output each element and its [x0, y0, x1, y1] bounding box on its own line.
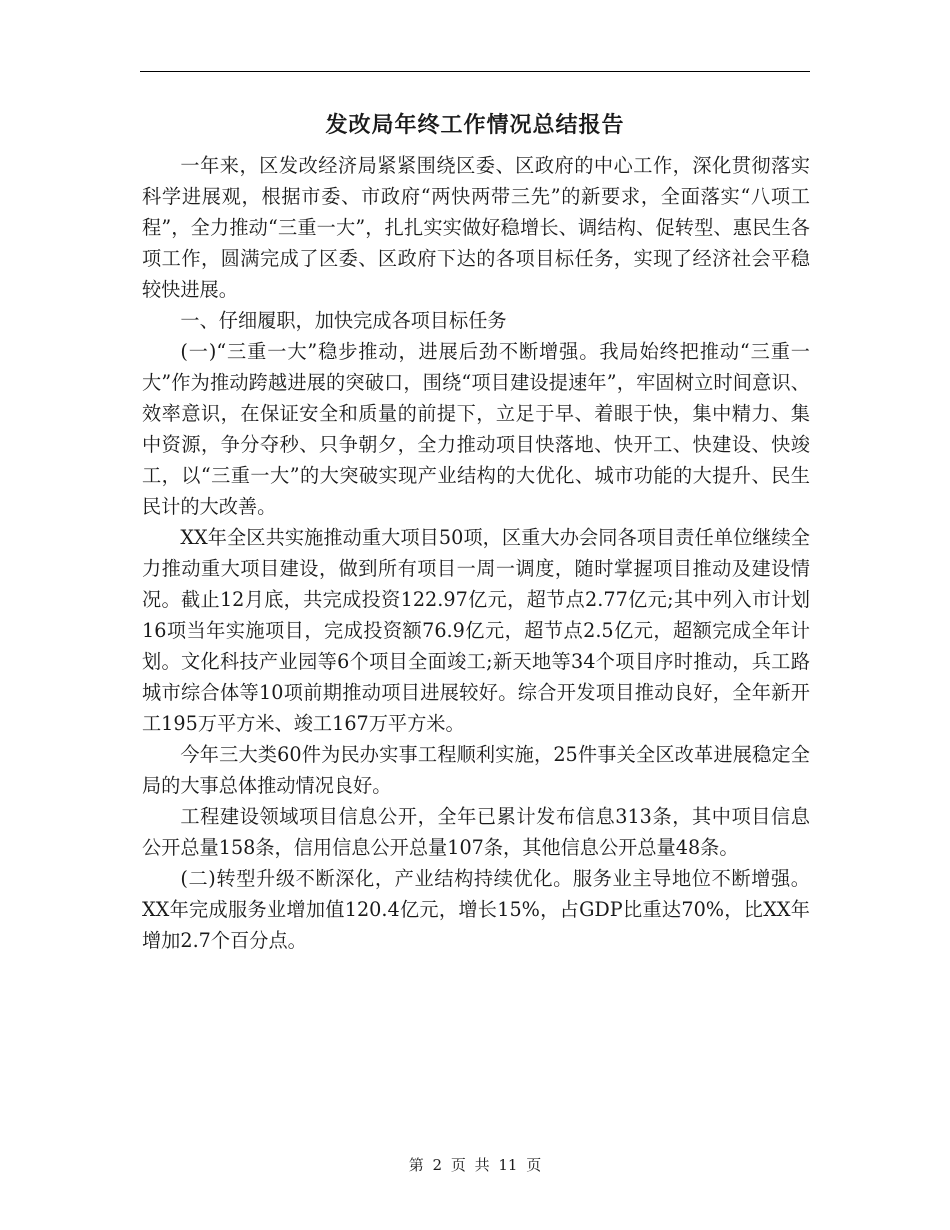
paragraph-public-projects: 今年三大类60件为民办实事工程顺利实施，25件事关全区改革进展稳定全局的大事总体推动情况良好。 — [142, 743, 810, 797]
paragraph-subsection-1: (一)“三重一大”稳步推动，进展后劲不断增强。我局始终把推动“三重一大”作为推动跨越进展的突破口，围绕“项目建设提速年”，牢固树立时间意识、效率意识，在保证安全和质量的前提下，立足于早、着眼于快，集中精力、集中资源，争分夺秒、只争朝夕，全力推动项目快落地、快开工、快建设、快竣工，以“三重一大”的大突破实现产业结构的大优化、城市功能的大提升、民生民计的大改善。 — [142, 340, 810, 518]
paragraph-intro: 一年来，区发改经济局紧紧围绕区委、区政府的中心工作，深化贯彻落实科学进展观，根据市委、市政府“两快两带三先”的新要求，全面落实“八项工程”，全力推动“三重一大”，扎扎实实做好稳增长、调结构、促转型、惠民生各项工作，圆满完成了区委、区政府下达的各项目标任务，实现了经济社会平稳较快进展。 — [142, 154, 810, 301]
document-title: 发改局年终工作情况总结报告 — [325, 113, 625, 138]
section-heading-1: 一、仔细履职，加快完成各项目标任务 — [180, 309, 507, 332]
paragraph-info-disclosure: 工程建设领域项目信息公开，全年已累计发布信息313条，其中项目信息公开总量158条，信用信息公开总量107条，其他信息公开总量48条。 — [142, 805, 810, 859]
header-rule — [140, 71, 810, 72]
paragraph-major-projects: XX年全区共实施推动重大项目50项，区重大办会同各项目责任单位继续全力推动重大项目建设，做到所有项目一周一调度，随时掌握项目推动及建设情况。截止12月底，共完成投资122.97亿元，超节点2.77亿元;其中列入市计划16项当年实施项目，完成投资额76.9亿元，超节点2.5亿元，超额完成全年计划。文化科技产业园等6个项目全面竣工;新天地等34个项目序时推动，兵工路城市综合体等10项前期推动项目进展较好。综合开发项目推动良好，全年新开工195万平方米、竣工167万平方米。 — [142, 526, 810, 735]
paragraph-subsection-2: (二)转型升级不断深化，产业结构持续优化。服务业主导地位不断增强。XX年完成服务业增加值120.4亿元，增长15%，占GDP比重达70%，比XX年增加2.7个百分点。 — [142, 867, 810, 952]
document-body — [142, 150, 810, 956]
page-footer: 第 2 页 共 11 页 — [408, 1156, 542, 1174]
